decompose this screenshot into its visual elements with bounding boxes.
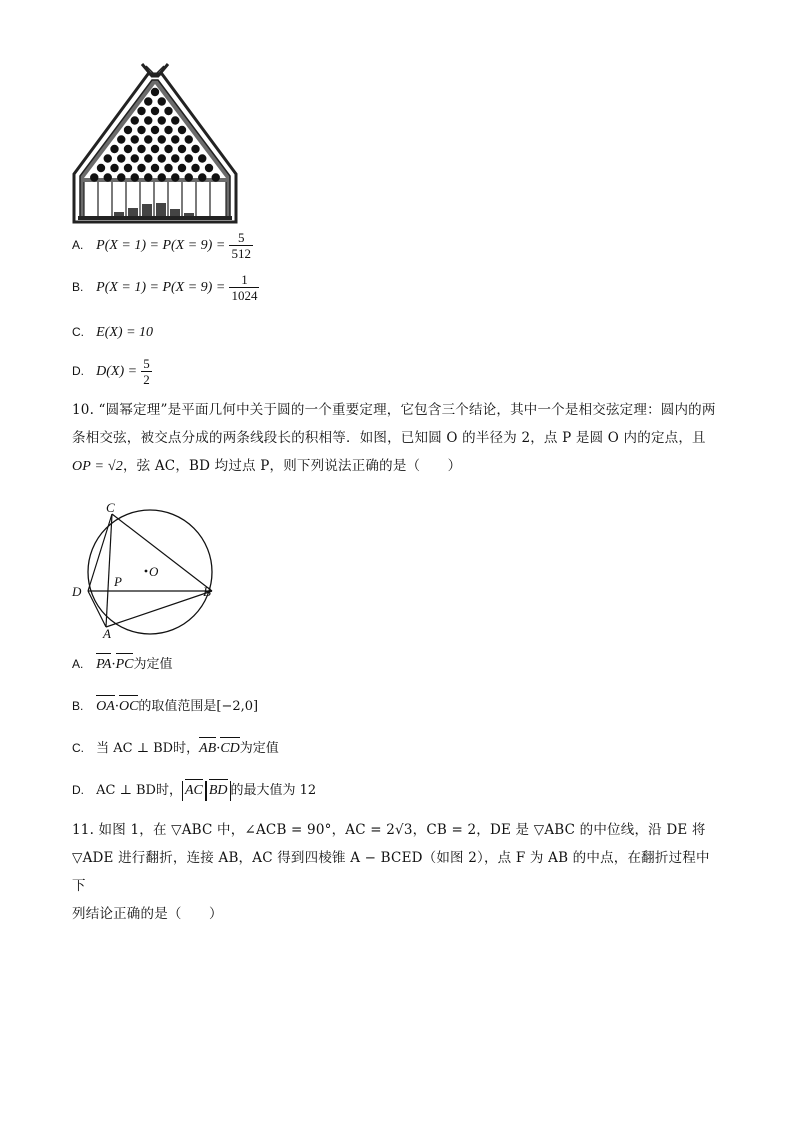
peg bbox=[178, 126, 186, 134]
option-expression: P(X = 1) = P(X = 9) = bbox=[96, 280, 226, 295]
option-label: A. bbox=[72, 238, 84, 252]
q9-option-a bbox=[72, 230, 253, 261]
fraction: $\frac{5}{2}$ bbox=[143, 356, 150, 387]
math-expression: OP = √2 bbox=[72, 459, 123, 474]
option-label: C. bbox=[72, 325, 84, 339]
peg bbox=[124, 164, 132, 172]
peg bbox=[198, 173, 206, 181]
option-label: B. bbox=[72, 280, 84, 294]
vector: PC bbox=[116, 655, 134, 675]
galton-board-figure bbox=[70, 62, 240, 228]
peg bbox=[151, 107, 159, 115]
peg bbox=[144, 135, 152, 143]
peg bbox=[131, 154, 139, 162]
point-label-b: B bbox=[203, 584, 211, 599]
peg bbox=[144, 154, 152, 162]
peg bbox=[171, 135, 179, 143]
option-expression: P(X = 1) = P(X = 9) = bbox=[96, 238, 226, 253]
peg bbox=[171, 154, 179, 162]
vector: CD bbox=[220, 739, 239, 759]
q10-option-b: B. OA·OC的取值范围是[−2,0] bbox=[72, 696, 258, 717]
peg bbox=[151, 88, 159, 96]
vector: OA bbox=[96, 697, 115, 717]
peg bbox=[151, 126, 159, 134]
peg bbox=[144, 97, 152, 105]
peg bbox=[131, 135, 139, 143]
peg bbox=[158, 97, 166, 105]
q9-option-d bbox=[72, 356, 152, 387]
peg bbox=[185, 154, 193, 162]
stem-line: OP = √2，弦 AC，BD 均过点 P，则下列说法正确的是（ ） bbox=[72, 458, 462, 474]
option-label: D. bbox=[72, 364, 84, 378]
peg bbox=[124, 145, 132, 153]
option-label: D. bbox=[72, 783, 84, 797]
peg bbox=[164, 145, 172, 153]
point-label-c: C bbox=[106, 500, 115, 515]
peg bbox=[164, 126, 172, 134]
option-label: A. bbox=[72, 657, 84, 671]
peg bbox=[198, 154, 206, 162]
peg bbox=[110, 164, 118, 172]
vector: PA bbox=[96, 655, 111, 675]
peg bbox=[144, 116, 152, 124]
peg bbox=[151, 145, 159, 153]
vector: OC bbox=[119, 697, 138, 717]
stem-line: 10. “圆幂定理”是平面几何中关于圆的一个重要定理，它包含三个结论，其中一个是相交弦定理：圆内的两 bbox=[72, 402, 716, 418]
peg bbox=[185, 173, 193, 181]
peg bbox=[117, 173, 125, 181]
range-value: [−2,0] bbox=[216, 699, 259, 714]
peg bbox=[171, 116, 179, 124]
peg bbox=[117, 154, 125, 162]
peg bbox=[104, 173, 112, 181]
peg bbox=[158, 154, 166, 162]
point-label-d: D bbox=[72, 584, 82, 599]
peg bbox=[158, 173, 166, 181]
fraction: $\frac{5}{512}$ bbox=[231, 230, 251, 261]
peg bbox=[137, 145, 145, 153]
stem-line: 11. 如图 1，在 ▽ABC 中，∠ACB = 90°，AC = 2√3，CB = 2，DE 是 ▽ABC 的中位线，沿 DE 将 bbox=[72, 822, 706, 838]
q10-option-c: C. 当 AC ⊥ BD时，AB·CD为定值 bbox=[72, 738, 279, 759]
peg bbox=[137, 164, 145, 172]
peg bbox=[137, 126, 145, 134]
peg bbox=[117, 135, 125, 143]
peg bbox=[124, 126, 132, 134]
stem-line: 列结论正确的是（ ） bbox=[72, 906, 223, 922]
peg bbox=[205, 164, 213, 172]
question-11-stem bbox=[72, 816, 722, 928]
q10-option-d: D. AC ⊥ BD时， AC BD 的最大值为 12 bbox=[72, 780, 316, 801]
option-label: C. bbox=[72, 741, 84, 755]
peg bbox=[110, 145, 118, 153]
magnitude: BD bbox=[206, 781, 231, 801]
peg bbox=[90, 173, 98, 181]
peg bbox=[178, 145, 186, 153]
point-label-a: A bbox=[103, 626, 111, 641]
point-label-o: O bbox=[149, 564, 159, 579]
peg bbox=[212, 173, 220, 181]
peg bbox=[171, 173, 179, 181]
question-10-stem bbox=[72, 396, 722, 481]
peg bbox=[131, 173, 139, 181]
fraction: $\frac{1}{1024}$ bbox=[231, 272, 258, 303]
stem-line: ▽ADE 进行翻折，连接 AB，AC 得到四棱锥 A − BCED（如图 2），点 F 为 AB 的中点，在翻折过程中下 bbox=[72, 850, 710, 894]
peg bbox=[97, 164, 105, 172]
peg bbox=[137, 107, 145, 115]
peg bbox=[144, 173, 152, 181]
option-label: B. bbox=[72, 699, 84, 713]
peg bbox=[191, 164, 199, 172]
stem-line: 条相交弦，被交点分成的两条线段长的积相等．如图，已知圆 O 的半径为 2，点 P 是圆 O 内的定点，且 bbox=[72, 430, 706, 446]
peg bbox=[131, 116, 139, 124]
peg bbox=[191, 145, 199, 153]
peg bbox=[158, 116, 166, 124]
point-label-p: P bbox=[114, 574, 122, 589]
peg bbox=[164, 107, 172, 115]
peg bbox=[104, 154, 112, 162]
peg bbox=[151, 164, 159, 172]
peg bbox=[164, 164, 172, 172]
vector: AB bbox=[199, 739, 216, 759]
peg bbox=[158, 135, 166, 143]
peg bbox=[185, 135, 193, 143]
q10-option-a: A. PA·PC为定值 bbox=[72, 654, 173, 675]
peg bbox=[178, 164, 186, 172]
q9-option-c bbox=[72, 322, 153, 343]
q9-option-b bbox=[72, 272, 259, 303]
circle-figure bbox=[68, 500, 228, 642]
option-expression: D(X) = bbox=[96, 364, 138, 379]
magnitude: AC bbox=[182, 781, 206, 801]
option-expression: E(X) = 10 bbox=[96, 325, 154, 340]
